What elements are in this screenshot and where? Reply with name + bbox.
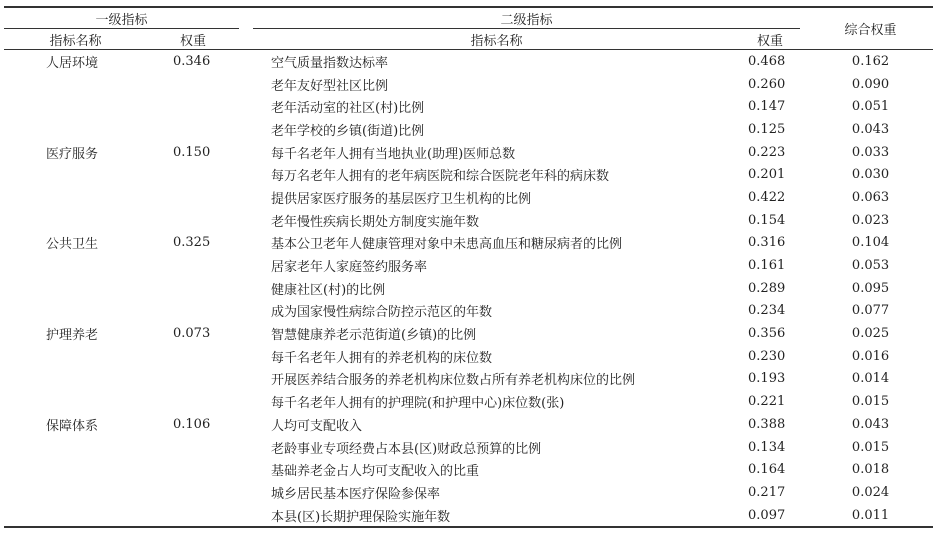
spacer-cell [239,209,253,232]
composite-weight-cell: 0.095 [851,280,890,296]
l2-name-cell: 开展医养结合服务的养老机构床位数占所有养老机构床位的比例 [271,373,636,389]
l2-weight-cell: 0.234 [748,303,786,319]
spacer-cell [239,232,253,255]
composite-weight-cell: 0.024 [851,484,890,500]
l2-name-cell: 城乡居民基本医疗保险参保率 [271,486,441,502]
l1-weight-cell [147,481,239,504]
l2-name-cell: 本县(区)长期护理保险实施年数 [253,504,740,528]
table-row [4,50,933,73]
table-row [4,504,933,528]
spacer-cell [800,141,808,164]
spacer-cell [800,300,808,323]
l1-weight-header: 权重 [147,29,239,50]
composite-weight-cell: 0.016 [851,348,890,364]
composite-weight-cell: 0.090 [851,76,890,92]
l1-weight-cell [147,209,239,232]
l2-weight-cell: 0.260 [748,76,786,92]
composite-weight-header: 综合权重 [808,7,933,50]
l2-weight-cell: 0.164 [748,462,786,478]
l2-weight-cell: 0.201 [748,167,786,183]
l2-name-cell: 成为国家慢性病综合防控示范区的年数 [271,305,493,321]
spacer-cell [239,504,253,528]
l1-name-cell [4,345,147,368]
table-row [4,345,933,368]
l1-weight-cell [147,436,239,459]
table-row [4,141,933,164]
spacer-cell [800,232,808,255]
table-row [4,368,933,391]
l1-name-cell [4,300,147,323]
table-row [4,277,933,300]
table-row [4,254,933,277]
spacer-cell [239,118,253,141]
spacer-cell [239,50,253,73]
l2-weight-cell: 0.230 [748,348,786,364]
composite-weight-cell: 0.025 [851,326,890,342]
l1-name-cell [4,254,147,277]
l1-weight-cell [147,390,239,413]
l2-weight-cell: 0.316 [748,235,786,251]
spacer-cell [239,277,253,300]
spacer-cell [800,345,808,368]
l1-name-cell: 护理养老 [46,328,99,344]
l1-name-cell [4,186,147,209]
table-row [4,209,933,232]
composite-weight-cell: 0.162 [851,53,890,69]
l1-weight-cell [147,368,239,391]
l1-name-cell [4,118,147,141]
l2-weight-cell: 0.134 [748,439,786,455]
spacer-cell [800,73,808,96]
l2-name-cell: 每千名老年人拥有当地执业(助理)医师总数 [271,146,516,162]
l1-name-cell [4,73,147,96]
spacer-cell [800,481,808,504]
l1-weight-cell [147,186,239,209]
l1-weight-cell [147,504,239,528]
table-row [4,163,933,186]
spacer-cell [239,141,253,164]
l1-name-cell [4,436,147,459]
l2-weight-cell: 0.223 [748,144,786,160]
l1-name-cell [4,390,147,413]
l1-weight-cell [147,277,239,300]
l2-name-cell: 老年慢性疾病长期处方制度实施年数 [271,214,480,230]
composite-weight-cell: 0.077 [851,303,890,319]
l1-weight-cell: 0.150 [173,144,211,160]
spacer-cell [800,50,808,73]
spacer-cell [800,413,808,436]
table-row [4,436,933,459]
spacer-cell [239,186,253,209]
l1-weight-cell: 0.106 [173,416,211,432]
spacer-cell [800,209,808,232]
l1-name-cell [4,277,147,300]
table-row [4,73,933,96]
composite-weight-cell: 0.051 [851,99,890,115]
l2-name-cell: 老年友好型社区比例 [271,78,389,94]
composite-weight-cell: 0.053 [851,258,890,274]
composite-weight-cell: 0.104 [851,235,890,251]
l1-name-cell [4,95,147,118]
l2-name-cell: 智慧健康养老示范街道(乡镇)的比例 [271,328,477,344]
spacer-cell [239,254,253,277]
spacer-cell [239,95,253,118]
l1-weight-cell [147,254,239,277]
spacer-cell [239,436,253,459]
spacer-cell [800,504,808,528]
l2-name-cell: 老年活动室的社区(村)比例 [271,101,425,117]
l1-weight-cell [147,95,239,118]
l2-weight-cell: 0.154 [748,212,786,228]
spacer-cell [800,390,808,413]
l2-name-cell: 每万名老年人拥有的老年病医院和综合医院老年科的病床数 [271,169,610,185]
spacer-cell [800,436,808,459]
l1-name-cell: 人居环境 [46,55,99,71]
l1-weight-cell: 0.325 [173,235,211,251]
l2-weight-cell: 0.125 [748,121,786,137]
l2-weight-cell: 0.147 [748,99,786,115]
composite-weight-cell: 0.033 [851,144,890,160]
table-body [4,50,933,528]
l2-name-cell: 每千名老年人拥有的护理院(和护理中心)床位数(张) [271,396,565,412]
l2-name-cell: 老龄事业专项经费占本县(区)财政总预算的比例 [271,441,542,457]
l1-weight-cell [147,300,239,323]
l2-name-cell: 基本公卫老年人健康管理对象中未患高血压和糖尿病者的比例 [271,237,623,253]
spacer-cell [239,300,253,323]
l1-name-cell: 公共卫生 [46,237,99,253]
composite-weight-cell: 0.015 [851,439,890,455]
l2-weight-cell: 0.217 [748,484,786,500]
spacer-cell [800,95,808,118]
table-row [4,300,933,323]
l2-weight-cell: 0.193 [748,371,786,387]
table-row [4,390,933,413]
spacer-cell [800,277,808,300]
l2-weight-cell: 0.221 [748,394,786,410]
composite-weight-cell: 0.011 [808,504,933,528]
composite-weight-cell: 0.023 [851,212,890,228]
table-row [4,118,933,141]
l1-name-cell [4,209,147,232]
l1-name-header: 指标名称 [4,29,147,50]
table-row [4,186,933,209]
table-row [4,232,933,255]
composite-weight-cell: 0.063 [851,189,890,205]
l1-weight-cell: 0.346 [173,53,211,69]
spacer-cell [239,390,253,413]
l2-name-cell: 居家老年人家庭签约服务率 [271,260,428,276]
l2-name-cell: 每千名老年人拥有的养老机构的床位数 [271,350,493,366]
l2-name-cell: 提供居家医疗服务的基层医疗卫生机构的比例 [271,191,532,207]
l2-weight-cell: 0.388 [748,416,786,432]
table-row [4,413,933,436]
l1-weight-cell [147,345,239,368]
spacer-cell [239,413,253,436]
spacer-cell [239,458,253,481]
l2-weight-cell: 0.422 [748,189,786,205]
l1-name-cell [4,458,147,481]
l2-weight-cell: 0.097 [740,504,800,528]
indicator-weight-table [4,6,933,528]
spacer-cell [800,322,808,345]
spacer-cell [239,481,253,504]
spacer-cell [800,458,808,481]
l2-name-cell: 人均可支配收入 [271,418,363,434]
l1-name-cell: 医疗服务 [46,146,99,162]
spacer-cell [800,163,808,186]
spacer-cell [239,345,253,368]
spacer-cell [239,73,253,96]
l1-weight-cell [147,118,239,141]
l2-weight-cell: 0.468 [748,53,786,69]
table-row [4,458,933,481]
table-row [4,481,933,504]
l2-weight-header: 权重 [740,29,800,50]
l2-name-cell: 老年学校的乡镇(街道)比例 [271,123,425,139]
table-row [4,322,933,345]
composite-weight-cell: 0.043 [851,121,890,137]
l2-weight-cell: 0.161 [748,258,786,274]
l1-name-cell [4,481,147,504]
spacer-cell [800,186,808,209]
l1-name-cell: 保障体系 [46,418,99,434]
table-row [4,95,933,118]
l2-name-header: 指标名称 [253,29,740,50]
spacer-cell [800,254,808,277]
l1-name-cell [4,163,147,186]
composite-weight-cell: 0.014 [851,371,890,387]
composite-weight-cell: 0.043 [851,416,890,432]
spacer-cell [800,368,808,391]
l2-name-cell: 空气质量指数达标率 [271,55,389,71]
spacer-cell [239,163,253,186]
l2-weight-cell: 0.356 [748,326,786,342]
l1-weight-cell: 0.073 [173,326,211,342]
l1-name-cell [4,368,147,391]
l1-weight-cell [147,163,239,186]
composite-weight-cell: 0.015 [851,394,890,410]
level1-header: 一级指标 [4,7,239,29]
spacer-cell [239,368,253,391]
spacer-cell [239,322,253,345]
composite-weight-cell: 0.030 [851,167,890,183]
l1-weight-cell [147,73,239,96]
l1-weight-cell [147,458,239,481]
composite-weight-cell: 0.018 [851,462,890,478]
l1-name-cell [4,504,147,528]
l2-name-cell: 健康社区(村)的比例 [271,282,386,298]
l2-weight-cell: 0.289 [748,280,786,296]
level2-header: 二级指标 [253,7,800,29]
spacer-cell [800,118,808,141]
l2-name-cell: 基础养老金占人均可支配收入的比重 [271,464,480,480]
